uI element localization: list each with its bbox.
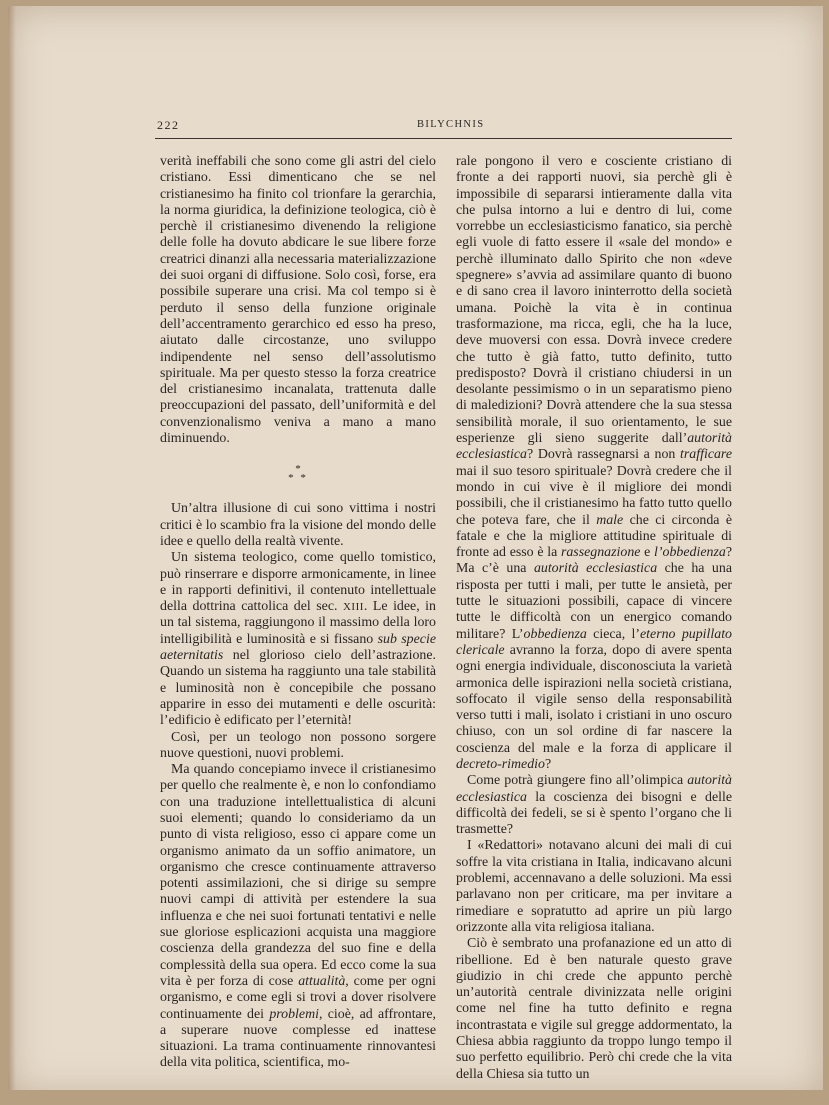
paragraph: I «Redattori» notavano alcuni dei mali di cui soffre la vita cristiana in Italia, indicavano alcuni problemi, accennavano a delle soluzioni. Ma essi parlavano non per criticare, ma per invitare a rimediare e sopratutto ad aprire un più largo orizzonte alla vita religiosa italiana. [456,838,732,935]
italic-term: autorità ecclesiastica [533,561,658,577]
running-header [155,112,732,139]
section-separator-asterism [160,465,436,483]
paragraph: Un sistema teologico, come quello tomistico, può rinserrare e disporre armonicamente, in linee e in rapporti definitivi, il contenuto intellettuale della dottrina cattolica del sec. XIII. Le idee, in un tal sistema, raggiungono il massimo della loro intelligibilità e luminosità e si fissano sub specie aeternitatis nel glorioso cielo dell’astrazione. Quando un sistema ha raggiunto una tale stabilità e luminosità non è concepibile che possano apparire in esso dei mutamenti e delle oscurità: l’edificio è edificato per l’eternità! [160,550,436,729]
paragraph-continued: rale pongono il vero e cosciente cristiano di fronte a dei rapporti nuovi, sia perchè gli è impossibile di separarsi intieramente dalla vita che pulsa intorno a lui e dentro di lui, come vorrebbe un ecclesiasticismo fanatico, sia perchè egli vuole di fatto essere il «sale del mondo» e perchè illuminato dallo Spirito che non «deve spegnere» s’avvia ad assimilare quanto di buono e di sano crea il lavoro ininterrotto della società umana. Poichè la vita è in continua trasformazione, ma ricca, egli, che ha la luce, deve muoversi con essa. Dovrà invece credere che tutto è già fatto, tutto definito, tutto predisposto? Dovrà il cristiano chiudersi in un desolante pessimismo o in un separatismo pieno di maledizioni? Dovrà attendere che la sua stessa sensibilità morale, il suo orientamento, le sue esperienze gli sieno suggerite dall’autorità ecclesiastica? Dovrà rassegnarsi a non trafficare mai il suo tesoro spirituale? Dovrà credere che il mondo in cui vive è il migliore dei mondi possibili, che il cristianesimo ha fatto tutto quello che poteva fare, che il male che ci circonda è fatale e che la migliore attitudine spirituale di fronte ad esso è la rassegnazione e l’obbedienza? Ma c’è una autorità ecclesiastica che ha una risposta per tutti i mali, per tutte le ansietà, per tutte le situazioni possibili, capace di vincere tutte le difficoltà con un energico comando militare? L’obbedienza cieca, l’eterno pupillato clericale avranno la forza, dopo di avere spenta ogni energia individuale, disconosciuta la varietà armonica delle ispirazioni nella società cristiana, soffocato il vigile senso della responsabilità verso tutti i mali, isolato i cristiani in uno oscuro chiuso, con un sol ordine di far nascere la coscienza del male e la forza di applicare il decreto-rimedio? [456,154,732,772]
page-number: 222 [157,118,180,132]
latin-phrase: sub specie aeternitatis [160,631,436,664]
left-column [160,154,436,1072]
journal-page [8,6,823,1096]
roman-numeral: XIII [342,601,364,614]
paragraph-continued: verità ineffabili che sono come gli astri del cielo cristiano. Essi dimenticano che se nel cristianesimo ha finito col trionfare la gerarchia, la norma giuridica, la definizione teologica, ciò è perchè il cristianesimo divenendo la religione delle folle ha dovuto abdicare le sue libere forze creatrici dinanzi alla necessaria materializzazione dei suoi organi di diffusione. Solo così, forse, era possibile superare una crisi. Ma col tempo si è perduto il senso della funzione originale dell’accentramento gerarchico ed esso ha preso, aiutato dalle circostanze, uno sviluppo indipendente nel senso dell’assolutismo spirituale. Ma per questo stesso la forza creatrice del cristianesimo incanalata, trattenuta dalle preoccupazioni del passato, dell’uniformità e del convenzionalismo veniva a mano a mano diminuendo. [160,154,436,447]
italic-term: l’obbedienza [654,545,726,561]
italic-term: obbedienza [523,626,587,642]
italic-term: rassegnazione [560,545,641,561]
italic-term: problemi [269,1006,319,1022]
paragraph: Ma quando concepiamo invece il cristianesimo per quello che realmente è, e non lo confondiamo con una traduzione intellettualistica di alcuni suoi elementi; quando lo consideriamo da un punto di vista religioso, esso ci appare come un organismo animato da un soffio animatore, un organismo che cresce continuamente attraverso potenti assimilazioni, che si dirige su sempre nuovi campi di attività per estendere la sua influenza e che nei suoi fortunati tentativi e nelle sue gloriose esplicazioni acquista una maggiore coscienza della grandezza del suo fine e della complessità della sua opera. Ed ecco come la sua vita è per forza di cose attualità, come per ogni organismo, e come egli si trovi a dover risolvere continuamente dei problemi, cioè, ad affrontare, a superare nuove complesse ed inattese situazioni. La trama continuamente rinnovantesi della vita politica, scientifica, mo- [160,762,436,1071]
asterism-bottom: * * [288,472,308,485]
italic-term: male [596,512,624,528]
paragraph: Come potrà giungere fino all’olimpica autorità ecclesiastica la coscienza dei bisogni e delle difficoltà dei fedeli, se si è spento l’organo che li trasmette? [456,773,732,838]
page-bottom-edge [0,1090,829,1105]
italic-term: attualità [298,973,346,989]
italic-term: autorità ecclesiastica [456,431,732,463]
paragraph: Ciò è sembrato una profanazione ed un atto di ribellione. Ed è ben naturale questo grave giudizio in chi crede che appunto perchè un’autorità centrale divinizzata nelle origini come nel fine ha tutto definito e regna incontrastata e vigile sul gregge addormentato, la Chiesa abbia raggiunto da troppo lungo tempo il suo perfetto equilibrio. Però chi crede che la vita della Chiesa sia tutto un [456,936,732,1082]
italic-term: trafficare [680,447,732,463]
right-column [456,154,732,1083]
paragraph: Un’altra illusione di cui sono vittima i nostri critici è lo scambio fra la visione del mondo delle idee e quello della realtà vivente. [160,501,436,549]
italic-term: decreto-rimedio [456,756,545,772]
asterism-top: * [295,463,303,476]
italic-term: autorità ecclesiastica [456,773,732,805]
journal-title: BILYCHNIS [417,119,485,130]
paragraph: Così, per un teologo non possono sorgere nuove questioni, nuovi problemi. [160,729,436,761]
italic-term: eterno pupillato clericale [456,626,732,658]
